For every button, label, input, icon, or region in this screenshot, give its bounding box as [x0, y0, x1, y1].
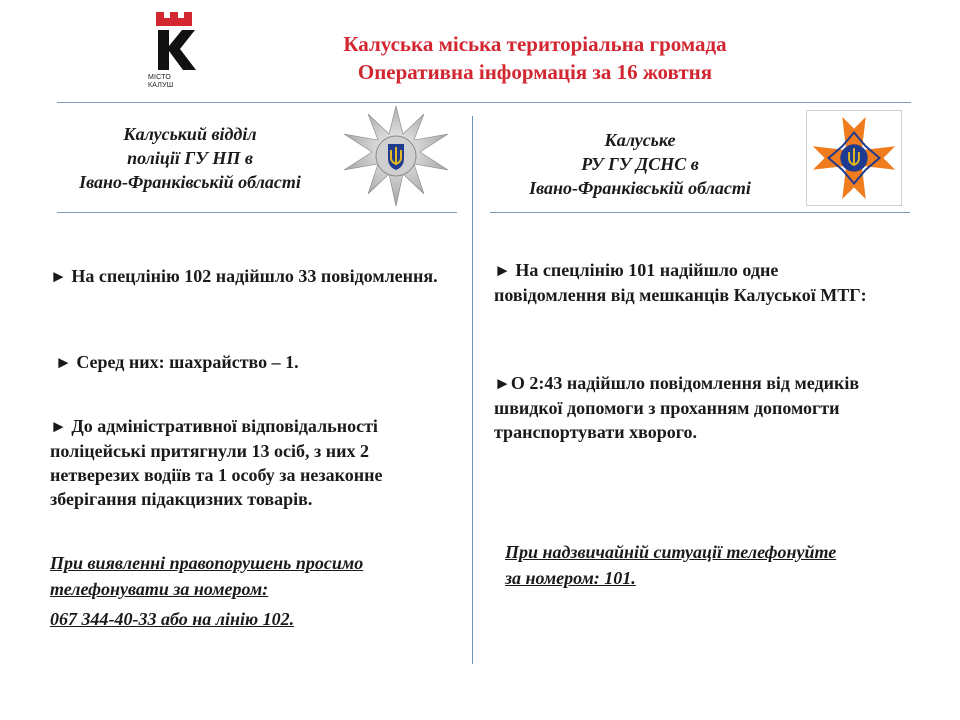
bullet-arrow-icon: ► [494, 261, 511, 280]
police-unit-title [50, 122, 330, 194]
police-badge-icon [340, 104, 452, 208]
police-phone-line: 067 344-40-33 або на лінію 102. [50, 609, 295, 629]
logo-caption-line1: МІСТО [148, 74, 172, 81]
police-item-1 [50, 264, 450, 289]
dsns-item-2 [494, 371, 904, 444]
dsns-item-text: О 2:43 надійшло повідомлення від медиків швидкої допомоги з проханням допомогти транспортувати хворого. [494, 373, 860, 442]
dsns-phone-line: за номером: 101. [505, 568, 636, 588]
right-header-divider [490, 212, 910, 213]
dsns-note-line: При надзвичайній ситуації телефонуйте [505, 542, 837, 562]
police-title-line: поліції ГУ НП в [127, 148, 253, 168]
police-title-line: Калуський відділ [123, 124, 257, 144]
column-divider [472, 116, 473, 664]
police-item-text: На спецлінію 102 надійшло 33 повідомлення. [66, 266, 438, 286]
page-title [225, 30, 845, 86]
police-note-line: При виявленні правопорушень просимо [50, 553, 364, 573]
dsns-item-1 [494, 258, 894, 307]
dsns-title-line: Івано-Франківській області [529, 178, 751, 198]
bullet-arrow-icon: ► [50, 267, 67, 286]
police-title-line: Івано-Франківській області [79, 172, 301, 192]
dsns-title-line: РУ ГУ ДСНС в [581, 154, 699, 174]
bullet-arrow-icon: ► [50, 417, 67, 436]
dsns-title-line: Калуське [604, 130, 676, 150]
top-divider [57, 102, 911, 103]
dsns-emblem-icon [806, 110, 902, 206]
title-line-2: Оперативна інформація за 16 жовтня [357, 60, 713, 84]
title-line-1: Калуська міська територіальна громада [343, 32, 727, 56]
police-note-line: телефонувати за номером: [50, 579, 269, 599]
police-item-text: До адміністративної відповідальності поліцейські притягнули 13 осіб, з них 2 нетверезих водіїв та 1 особу за незаконне зберігання підакцизних товарів. [50, 416, 383, 509]
logo-caption [148, 74, 208, 90]
logo-caption-line2: КАЛУШ [148, 82, 174, 89]
bullet-arrow-icon: ► [494, 374, 511, 393]
bullet-arrow-icon: ► [55, 353, 72, 372]
left-header-divider [57, 212, 457, 213]
police-item-3 [50, 414, 460, 511]
dsns-unit-title [490, 128, 790, 200]
police-item-2 [55, 350, 455, 375]
police-item-text: Серед них: шахрайство – 1. [71, 352, 299, 372]
dsns-item-text: На спецлінію 101 надійшло одне повідомлення від мешканців Калуської МТГ: [494, 260, 867, 305]
